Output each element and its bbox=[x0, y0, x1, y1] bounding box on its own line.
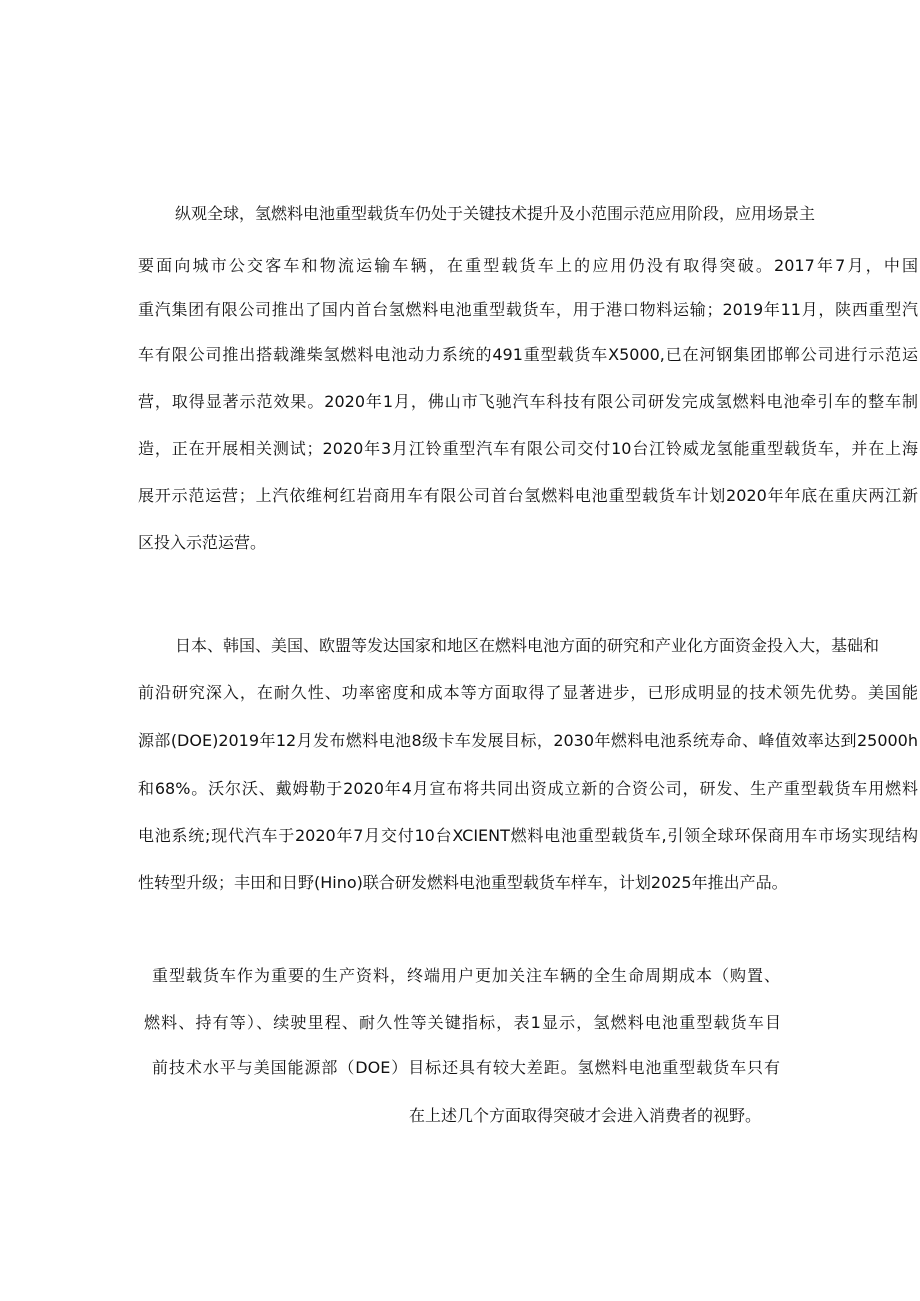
paragraph-line: 电池系统;现代汽车于2020年7月交付10台XCIENT燃料电池重型载货车,引领全球环保商用车市场实现结构 bbox=[138, 826, 918, 845]
paragraph-line: 纵观全球，氢燃料电池重型载货车仍处于关键技术提升及小范围示范应用阶段，应用场景主 bbox=[175, 204, 816, 223]
paragraph-line: 和68%。沃尔沃、戴姆勒于2020年4月宣布将共同出资成立新的合资公司，研发、生产重型载货车用燃料 bbox=[138, 779, 918, 798]
paragraph-line: 性转型升级；丰田和日野(Hino)联合研发燃料电池重型载货车样车，计划2025年推出产品。 bbox=[138, 873, 788, 892]
paragraph-line: 前沿研究深入，在耐久性、功率密度和成本等方面取得了显著进步，已形成明显的技术领先优势。美国能 bbox=[138, 683, 918, 702]
paragraph-line: 在上述几个方面取得突破才会进入消费者的视野。 bbox=[409, 1106, 762, 1125]
paragraph-line: 营，取得显著示范效果。2020年1月，佛山市飞驰汽车科技有限公司研发完成氢燃料电池牵引车的整车制 bbox=[138, 392, 918, 411]
paragraph-line: 车有限公司推出搭载潍柴氢燃料电池动力系统的491重型载货车X5000,已在河钢集团邯郸公司进行示范运 bbox=[138, 345, 918, 364]
paragraph-line: 日本、韩国、美国、欧盟等发达国家和地区在燃料电池方面的研究和产业化方面资金投入大，基础和 bbox=[175, 636, 880, 655]
paragraph-line: 燃料、持有等）、续驶里程、耐久性等关键指标，表1显示，氢燃料电池重型载货车目 bbox=[144, 1013, 781, 1032]
paragraph-line: 展开示范运营；上汽依维柯红岩商用车有限公司首台氢燃料电池重型载货车计划2020年年底在重庆两江新 bbox=[138, 486, 918, 505]
paragraph-line: 重型载货车作为重要的生产资料，终端用户更加关注车辆的全生命周期成本（购置、 bbox=[152, 966, 780, 985]
paragraph-line: 前技术水平与美国能源部（DOE）目标还具有较大差距。氢燃料电池重型载货车只有 bbox=[152, 1058, 780, 1077]
paragraph-line: 源部(DOE)2019年12月发布燃料电池8级卡车发展目标，2030年燃料电池系统寿命、峰值效率达到25000h bbox=[138, 731, 918, 750]
paragraph-line: 重汽集团有限公司推出了国内首台氢燃料电池重型载货车，用于港口物料运输；2019年11月，陕西重型汽 bbox=[138, 300, 918, 319]
paragraph-line: 区投入示范运营。 bbox=[138, 533, 267, 552]
paragraph-line: 要面向城市公交客车和物流运输车辆，在重型载货车上的应用仍没有取得突破。2017年7月，中国 bbox=[138, 256, 918, 275]
paragraph-line: 造，正在开展相关测试；2020年3月江铃重型汽车有限公司交付10台江铃威龙氢能重型载货车，并在上海 bbox=[138, 439, 918, 458]
